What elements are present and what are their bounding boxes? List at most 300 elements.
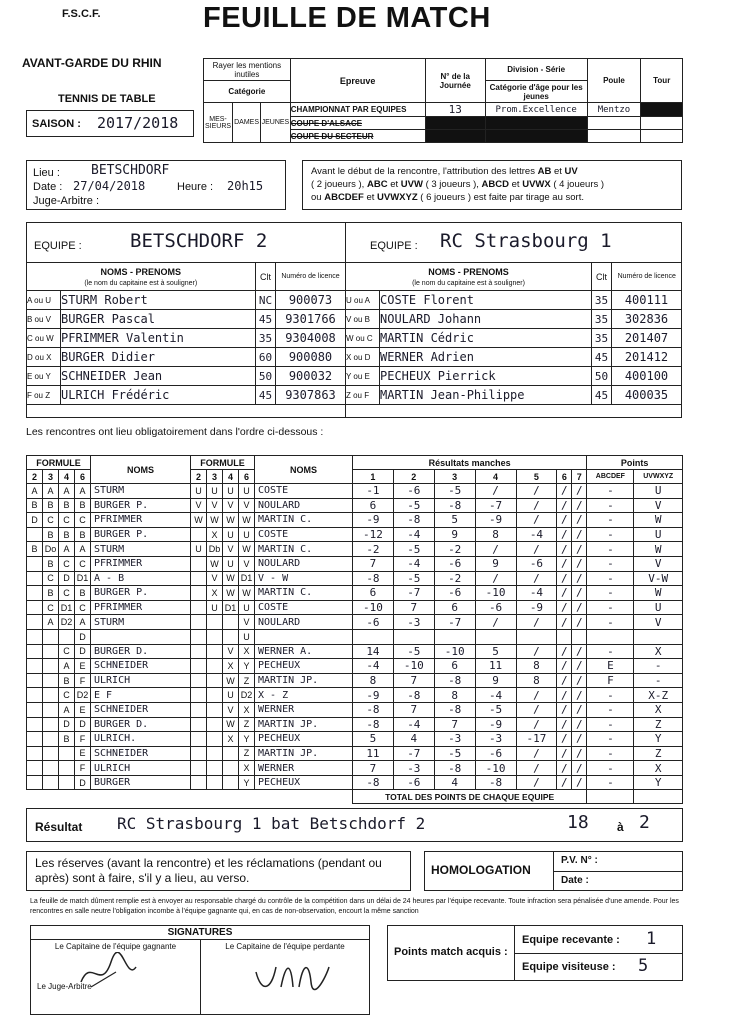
set-score-cell: 5 — [475, 644, 516, 659]
set-score-cell: / — [516, 761, 557, 776]
set-score-cell: / — [557, 586, 572, 601]
points-col-header: ABCDEF — [587, 470, 634, 484]
home-player-cell: PFRIMMER — [91, 600, 191, 615]
sig-perdante-label: Le Capitaine de l'équipe perdante — [225, 942, 345, 951]
set-score-cell: 6 — [434, 600, 475, 615]
noms-sub: (le nom du capitaine est à souligner) — [84, 279, 198, 287]
score-home: 18 — [567, 812, 589, 833]
points-home-cell: - — [587, 732, 634, 747]
points-home-cell: - — [587, 498, 634, 513]
formule-col-header: 4 — [223, 470, 239, 484]
recevante-label: Equipe recevante : — [522, 934, 620, 946]
formule-home-cell: B — [27, 498, 43, 513]
set-score-cell: / — [557, 659, 572, 674]
club-name: AVANT-GARDE DU RHIN — [22, 56, 162, 70]
points-away-cell: X-Z — [634, 688, 683, 703]
home-player-cell: STURM — [91, 542, 191, 557]
set-score-cell: / — [475, 571, 516, 586]
text: et — [509, 179, 523, 190]
player-name: SCHNEIDER Jean — [61, 367, 256, 386]
points-away-cell: W — [634, 513, 683, 528]
formule-away-cell — [191, 761, 207, 776]
formule-away-cell: V — [239, 556, 255, 571]
set-score-cell: -8 — [353, 702, 394, 717]
text: ABCD — [481, 179, 509, 190]
player-letter: E ou Y — [27, 367, 61, 386]
set-score-cell: 8 — [516, 673, 557, 688]
player-letter: D ou X — [27, 348, 61, 367]
player-letter: B ou V — [27, 310, 61, 329]
formule-home-cell: C — [59, 688, 75, 703]
match-row — [27, 586, 683, 601]
set-score-cell — [475, 629, 516, 644]
set-score-cell: -6 — [393, 775, 434, 790]
formule-away-cell — [191, 659, 207, 674]
formule-away-cell — [223, 629, 239, 644]
set-score-cell: 9 — [475, 556, 516, 571]
player-clt: 50 — [256, 367, 276, 386]
set-score-cell: 7 — [353, 556, 394, 571]
match-row — [27, 498, 683, 513]
set-score-cell: -3 — [475, 732, 516, 747]
points-away-cell: U — [634, 527, 683, 542]
formule-home-cell: D — [75, 629, 91, 644]
formule-away-cell — [191, 688, 207, 703]
player-letter: W ou C — [346, 329, 380, 348]
formule-away-cell — [207, 644, 223, 659]
blank-cell — [641, 117, 683, 130]
away-player-cell: V - W — [255, 571, 353, 586]
set-score-cell: 9 — [475, 673, 516, 688]
formule-away-cell: X — [239, 644, 255, 659]
formule-away-cell — [207, 746, 223, 761]
formule-away-cell — [191, 629, 207, 644]
set-score-cell: -5 — [393, 644, 434, 659]
formule-home-cell: B — [75, 498, 91, 513]
formule-home-cell — [27, 732, 43, 747]
home-licence-header: Numéro de licence — [276, 263, 346, 291]
date-label: Date : — [33, 181, 63, 193]
away-player-cell: NOULARD — [255, 498, 353, 513]
formule-away-cell: V — [223, 498, 239, 513]
formule-away-cell: U — [191, 484, 207, 499]
set-header: 3 — [434, 470, 475, 484]
formule-home-cell — [27, 586, 43, 601]
set-score-cell — [572, 629, 587, 644]
set-score-cell: -8 — [475, 775, 516, 790]
formule-home-cell: D — [59, 571, 75, 586]
home-player-cell: PFRIMMER — [91, 556, 191, 571]
player-clt: 45 — [592, 386, 612, 405]
set-score-cell: 8 — [434, 688, 475, 703]
epreuve-coupe-secteur: COUPE DU SECTEUR — [290, 130, 425, 143]
away-player-row — [346, 386, 682, 405]
match-row — [27, 688, 683, 703]
saison-label: SAISON : — [32, 118, 81, 130]
formule-away-cell: Y — [239, 659, 255, 674]
tirage-line-2 — [311, 178, 673, 191]
points-home-cell — [587, 629, 634, 644]
org-label: F.S.C.F. — [62, 8, 101, 20]
set-score-cell: / — [557, 600, 572, 615]
formule-away-cell — [207, 615, 223, 630]
player-name: BURGER Didier — [61, 348, 256, 367]
player-licence: 900032 — [276, 367, 346, 386]
set-score-cell: 7 — [353, 761, 394, 776]
away-player-cell: WERNER — [255, 761, 353, 776]
points-away-cell — [634, 629, 683, 644]
points-away-cell: V-W — [634, 571, 683, 586]
text: et — [363, 192, 378, 203]
set-score-cell: / — [572, 644, 587, 659]
points-away-cell: X — [634, 761, 683, 776]
formule-home-cell: B — [59, 732, 75, 747]
points-header: Points — [587, 456, 683, 470]
points-away-cell: V — [634, 556, 683, 571]
points-home-cell: - — [587, 571, 634, 586]
set-score-cell: / — [516, 484, 557, 499]
set-score-cell: / — [572, 732, 587, 747]
formule-home-cell: B — [75, 586, 91, 601]
saison-box — [26, 110, 194, 137]
signature-gagnante — [71, 952, 141, 992]
score-separator: à — [617, 820, 624, 834]
formule-col-header: 4 — [59, 470, 75, 484]
set-score-cell — [557, 629, 572, 644]
text: UVWXYZ — [377, 192, 418, 203]
formule-home-cell — [43, 644, 59, 659]
away-player-cell: WERNER — [255, 702, 353, 717]
formule-home-cell — [59, 629, 75, 644]
away-player-row — [346, 348, 682, 367]
away-player-cell: MARTIN C. — [255, 542, 353, 557]
formule-away-cell — [223, 615, 239, 630]
text: ABC — [366, 179, 388, 190]
set-score-cell: -7 — [475, 498, 516, 513]
formule-away-cell — [207, 659, 223, 674]
set-header: 7 — [572, 470, 587, 484]
formule-home-cell — [27, 556, 43, 571]
formule-home-cell: C — [75, 513, 91, 528]
set-score-cell: / — [557, 498, 572, 513]
set-score-cell: -4 — [353, 659, 394, 674]
player-letter: Z ou F — [346, 386, 380, 405]
formule-home-cell: B — [43, 498, 59, 513]
home-player-cell: E F — [91, 688, 191, 703]
away-player-cell: COSTE — [255, 484, 353, 499]
home-player-row — [27, 386, 346, 405]
home-player-cell: STURM — [91, 615, 191, 630]
player-licence: 400111 — [612, 291, 682, 310]
formule-away-cell — [191, 775, 207, 790]
juge-label: Juge-Arbitre : — [33, 195, 100, 207]
set-score-cell: -2 — [434, 542, 475, 557]
formule-away-cell: U — [239, 527, 255, 542]
player-licence: 201412 — [612, 348, 682, 367]
set-score-cell: -8 — [434, 498, 475, 513]
set-score-cell: / — [516, 498, 557, 513]
noms-header-away: NOMS — [255, 456, 353, 484]
set-score-cell: -6 — [353, 615, 394, 630]
set-score-cell: / — [557, 775, 572, 790]
away-player-cell: COSTE — [255, 600, 353, 615]
player-licence: 302836 — [612, 310, 682, 329]
match-row — [27, 732, 683, 747]
set-score-cell: / — [557, 615, 572, 630]
text: UVWX — [522, 179, 551, 190]
text: et — [551, 166, 565, 177]
formule-away-cell — [207, 629, 223, 644]
formule-home-cell: A — [75, 615, 91, 630]
set-score-cell: 5 — [353, 732, 394, 747]
set-score-cell: -4 — [393, 717, 434, 732]
player-licence: 900080 — [276, 348, 346, 367]
formule-away-cell — [207, 775, 223, 790]
pv-label: P.V. N° : — [561, 855, 598, 866]
formule-header-home: FORMULE — [27, 456, 91, 470]
formule-home-cell — [43, 629, 59, 644]
set-score-cell: 9 — [434, 527, 475, 542]
away-player-cell: COSTE — [255, 527, 353, 542]
set-score-cell: / — [572, 717, 587, 732]
points-away-cell: W — [634, 542, 683, 557]
home-player-row — [27, 291, 346, 310]
player-clt: 35 — [592, 329, 612, 348]
home-player-cell: SCHNEIDER — [91, 659, 191, 674]
formule-home-cell: B — [59, 527, 75, 542]
set-score-cell: 7 — [393, 600, 434, 615]
formule-home-cell — [43, 688, 59, 703]
set-score-cell: / — [557, 761, 572, 776]
formule-home-cell: B — [43, 586, 59, 601]
match-row — [27, 717, 683, 732]
player-clt: 60 — [256, 348, 276, 367]
categorie-age-label: Catégorie d'âge pour les jeunes — [485, 81, 587, 103]
formule-away-cell: W — [191, 513, 207, 528]
away-licence-header: Numéro de licence — [612, 263, 682, 291]
cat-jeunes: JEUNES — [261, 103, 291, 143]
formule-home-cell: A — [59, 702, 75, 717]
set-score-cell: -2 — [353, 542, 394, 557]
formule-away-cell: V — [191, 498, 207, 513]
formule-away-cell: D1 — [223, 600, 239, 615]
home-player-cell — [91, 629, 191, 644]
formule-away-cell: U — [239, 600, 255, 615]
set-score-cell: -5 — [393, 498, 434, 513]
text: et — [387, 179, 401, 190]
player-licence: 9301766 — [276, 310, 346, 329]
set-score-cell: / — [516, 717, 557, 732]
cat-dames: DAMES — [233, 103, 261, 143]
home-player-cell: BURGER P. — [91, 527, 191, 542]
formule-col-header: 6 — [75, 470, 91, 484]
reserves-box: Les réserves (avant la rencontre) et les réclamations (pendant ou après) sont à faire, s'il y a lieu, au verso. — [26, 851, 411, 891]
set-score-cell: 6 — [353, 498, 394, 513]
formule-away-cell — [207, 673, 223, 688]
total-home — [587, 790, 634, 804]
formule-home-cell — [27, 629, 43, 644]
formule-away-cell: X — [223, 732, 239, 747]
points-home-cell: E — [587, 659, 634, 674]
formule-home-cell: B — [59, 673, 75, 688]
home-equipe-label: EQUIPE : — [34, 240, 82, 252]
resultat-box — [26, 808, 683, 842]
set-score-cell: / — [557, 484, 572, 499]
match-row — [27, 615, 683, 630]
player-clt: NC — [256, 291, 276, 310]
formule-away-cell: U — [239, 629, 255, 644]
set-score-cell: / — [572, 761, 587, 776]
formule-home-cell: D2 — [59, 615, 75, 630]
set-score-cell: 6 — [353, 586, 394, 601]
formule-away-cell — [191, 732, 207, 747]
formule-away-cell: Z — [239, 746, 255, 761]
points-match-box — [387, 925, 683, 981]
tour-cell — [641, 103, 683, 117]
away-player-cell: NOULARD — [255, 556, 353, 571]
match-row — [27, 673, 683, 688]
set-score-cell: -6 — [475, 746, 516, 761]
formule-away-cell: X — [223, 659, 239, 674]
formule-away-cell: W — [223, 571, 239, 586]
player-name: MARTIN Jean-Philippe — [380, 386, 592, 405]
match-row — [27, 746, 683, 761]
formule-away-cell: W — [223, 513, 239, 528]
formule-away-cell: V — [223, 542, 239, 557]
points-home-cell: - — [587, 484, 634, 499]
formule-home-cell: D — [59, 717, 75, 732]
away-noms-header — [346, 263, 592, 291]
formule-home-cell — [43, 659, 59, 674]
set-score-cell: / — [557, 717, 572, 732]
formule-away-cell — [191, 746, 207, 761]
formule-away-cell: V — [223, 702, 239, 717]
set-score-cell: -5 — [393, 542, 434, 557]
home-player-cell: BURGER D. — [91, 644, 191, 659]
resultat-value: RC Strasbourg 1 bat Betschdorf 2 — [117, 814, 426, 833]
formule-away-cell — [191, 556, 207, 571]
set-score-cell: / — [557, 673, 572, 688]
signature-perdante — [251, 952, 331, 992]
player-licence: 9307863 — [276, 386, 346, 405]
set-score-cell: 8 — [516, 659, 557, 674]
formule-home-cell: F — [75, 761, 91, 776]
formule-home-cell: A — [75, 542, 91, 557]
formule-away-cell: X — [207, 527, 223, 542]
sport-name: TENNIS DE TABLE — [58, 93, 156, 105]
match-row — [27, 484, 683, 499]
blank-cell — [425, 117, 485, 130]
formule-away-cell — [207, 702, 223, 717]
blank-cell — [485, 117, 587, 130]
blank-cell — [641, 130, 683, 143]
set-score-cell: / — [475, 615, 516, 630]
set-score-cell: -8 — [434, 702, 475, 717]
formule-away-cell: W — [223, 717, 239, 732]
formule-home-cell: D1 — [75, 571, 91, 586]
poule-value: Mentzo — [587, 103, 641, 117]
formule-home-cell: B — [43, 527, 59, 542]
formule-home-cell: C — [75, 556, 91, 571]
match-row — [27, 629, 683, 644]
points-home-cell: - — [587, 644, 634, 659]
set-score-cell: / — [572, 556, 587, 571]
formule-away-cell — [207, 732, 223, 747]
set-score-cell: 6 — [434, 659, 475, 674]
noms-sub: (le nom du capitaine est à souligner) — [412, 279, 525, 287]
set-score-cell: 7 — [393, 702, 434, 717]
formule-away-cell: W — [207, 556, 223, 571]
set-score-cell: -10 — [393, 659, 434, 674]
set-score-cell: -8 — [434, 761, 475, 776]
set-score-cell: / — [516, 513, 557, 528]
set-score-cell: / — [557, 746, 572, 761]
division-value: Prom.Excellence — [485, 103, 587, 117]
formule-home-cell — [27, 644, 43, 659]
blank-cell — [587, 130, 641, 143]
home-player-row — [27, 329, 346, 348]
home-players-table — [26, 262, 346, 405]
formule-away-cell — [207, 761, 223, 776]
formule-away-cell — [191, 571, 207, 586]
formule-away-cell: D1 — [239, 571, 255, 586]
formule-home-cell — [43, 732, 59, 747]
home-noms-header — [27, 263, 256, 291]
set-score-cell: / — [557, 702, 572, 717]
home-player-cell: A - B — [91, 571, 191, 586]
player-clt: 35 — [592, 291, 612, 310]
date-value: 27/04/2018 — [73, 179, 146, 193]
formule-home-cell: D — [75, 775, 91, 790]
set-score-cell: / — [475, 484, 516, 499]
set-score-cell: -4 — [516, 586, 557, 601]
set-score-cell: 7 — [434, 717, 475, 732]
set-score-cell: -9 — [353, 513, 394, 528]
signatures-title: SIGNATURES — [167, 927, 233, 938]
formule-home-cell: C — [43, 600, 59, 615]
home-player-cell: SCHNEIDER — [91, 702, 191, 717]
blank-cell — [485, 130, 587, 143]
resultat-label: Résultat — [35, 820, 83, 834]
set-score-cell: -10 — [475, 761, 516, 776]
match-row — [27, 702, 683, 717]
formule-away-cell: X — [207, 586, 223, 601]
points-home-cell: - — [587, 775, 634, 790]
formule-home-cell — [27, 600, 43, 615]
formule-away-cell: Z — [239, 717, 255, 732]
set-score-cell: -6 — [516, 556, 557, 571]
text: ABCDEF — [324, 192, 364, 203]
formule-away-cell: U — [223, 556, 239, 571]
formule-home-cell: C — [59, 586, 75, 601]
home-player-row — [27, 310, 346, 329]
player-letter: X ou D — [346, 348, 380, 367]
formule-away-cell — [207, 717, 223, 732]
formule-home-cell — [43, 761, 59, 776]
points-away-cell: U — [634, 600, 683, 615]
set-header: 4 — [475, 470, 516, 484]
set-score-cell — [393, 629, 434, 644]
player-name: MARTIN Cédric — [380, 329, 592, 348]
formule-away-cell — [191, 717, 207, 732]
tirage-box — [302, 160, 682, 210]
set-score-cell: 4 — [393, 732, 434, 747]
player-name: PFRIMMER Valentin — [61, 329, 256, 348]
player-clt: 35 — [256, 329, 276, 348]
formule-away-cell: W — [223, 673, 239, 688]
set-score-cell: -10 — [434, 644, 475, 659]
set-score-cell: / — [557, 556, 572, 571]
